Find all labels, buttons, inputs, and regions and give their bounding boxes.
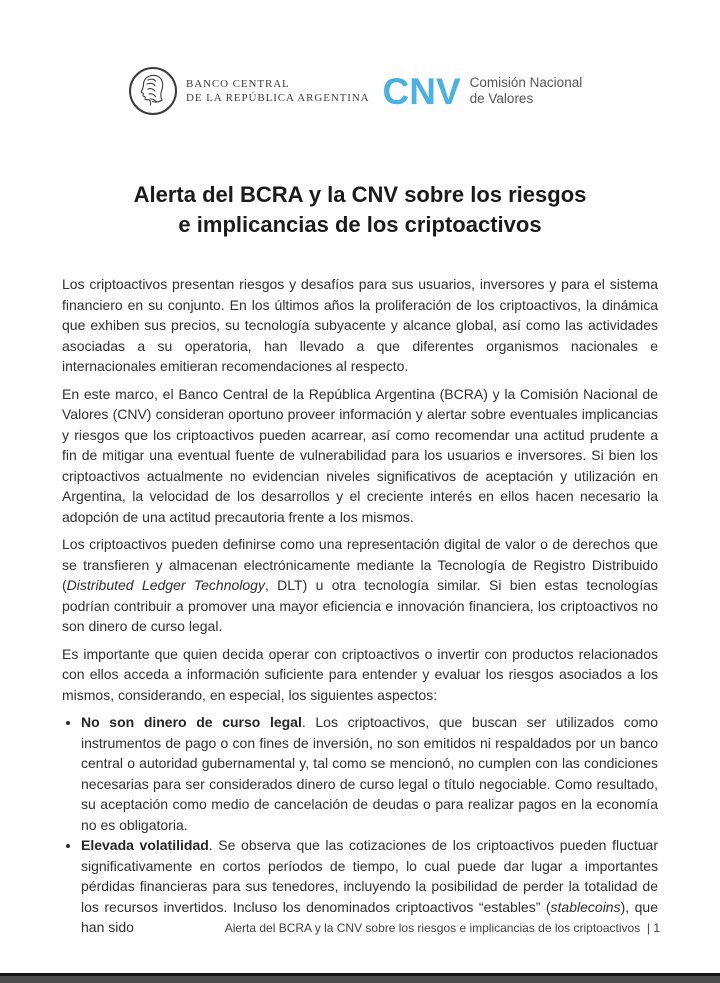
cnv-logo	[382, 70, 583, 112]
paragraph-definition-italic: Distributed Ledger Technology	[66, 577, 265, 593]
bcra-logo-text	[186, 77, 370, 105]
bcra-emblem-icon	[128, 66, 178, 116]
bcra-logo	[128, 66, 370, 116]
cnv-name-line1: Comisión Nacional	[469, 75, 583, 90]
cnv-name-line2: de Valores	[469, 91, 534, 106]
paragraph-definition-pre: Los criptoactivos pueden definirse como una representación digital de valor o de derechos que se transfieren y almacenan electrónicamente mediante la Tecnología de Registro Distribuido (	[62, 536, 658, 593]
page-bottom-edge	[0, 973, 720, 983]
bullet-volatility-pre: . Se observa que las cotizaciones de los criptoactivos pueden fluctuar significativamente en cortos períodos de tiempo, lo cual puede dar lugar a importantes pérdidas financieras para sus tenedores, incluyendo la posibilidad de perder la totalidad de los recursos invertidos. Incluso los denominados criptoactivos “estables” (	[81, 837, 658, 915]
paragraph-definition-post: , DLT) u otra tecnología similar. Si bien estas tecnologías podrían contribuir a promover una mayor eficiencia e innovación financiera, los criptoactivos no son dinero de curso legal.	[62, 577, 658, 634]
paragraph-bcra-cnv-warning: En este marco, el Banco Central de la República Argentina (BCRA) y la Comisión Nacional de Valores (CNV) consideran oportuno proveer información y alertar sobre eventuales implicancias y riesgos que los criptoactivos pueden acarrear, así como recomendar una actitud prudente a fin de mitigar una eventual fuente de vulnerabilidad para los usuarios e inversores. Si bien los criptoactivos actualmente no evidencian niveles significativos de aceptación y utilización en Argentina, la velocidad de los desarrollos y el creciente interés en ellos hacen necesario la adopción de una actitud precautoria frente a los mismos.	[62, 385, 658, 525]
page-footer	[225, 921, 660, 935]
risk-bullet-list	[62, 712, 658, 938]
document-header	[0, 0, 720, 118]
bullet-legal-tender-text: . Los criptoactivos, que buscan ser utilizados como instrumentos de pago o con fines de inversión, no son emitidos ni respaldados por un banco central o autoridad gubernamental y, tal como se mencionó, no cumplen con las condiciones necesarias para ser considerados dinero de curso legal o título negociable. Como resultado, su aceptación como medio de cancelación de deudas o para realizar pagos en la economía no es obligatoria.	[81, 714, 658, 833]
paragraph-aspects-intro: Es importante que quien decida operar con criptoactivos o invertir con productos relacionados con ellos acceda a información suficiente para entender y evaluar los riesgos asociados a los mismos, considerando, en especial, los siguientes aspectos:	[62, 645, 658, 703]
page-title-line2: e implicancias de los criptoactivos	[178, 212, 542, 237]
paragraph-intro-risks: Los criptoactivos presentan riesgos y desafíos para sus usuarios, inversores y para el sistema financiero en su conjunto. En los últimos años la proliferación de los criptoactivos, la dinámica que exhiben sus precios, su tecnología subyacente y alcance global, así como las actividades asociadas a su operatoria, han llevado a que diferentes organismos nacionales e internacionales emitieran recomendaciones al respecto.	[62, 276, 658, 374]
bullet-volatility-post: ), que han sido	[81, 898, 658, 935]
bullet-legal-tender-lead: No son dinero de curso legal	[81, 714, 302, 730]
document-body	[62, 274, 658, 938]
bullet-legal-tender	[81, 712, 658, 835]
bcra-name-line2: DE LA REPÚBLICA ARGENTINA	[186, 92, 370, 104]
bullet-volatility-italic: stablecoins	[550, 898, 621, 915]
bcra-name-line1: BANCO CENTRAL	[186, 78, 290, 90]
paragraph-definition	[62, 534, 658, 637]
footer-text: Alerta del BCRA y la CNV sobre los riesgos e implicancias de los criptoactivos | 1	[224, 921, 660, 935]
page-title	[40, 180, 680, 240]
bullet-volatility-lead: Elevada volatilidad	[81, 837, 209, 853]
cnv-wordmark: CNV	[382, 70, 461, 112]
page-title-line1: Alerta del BCRA y la CNV sobre los riesgos	[133, 182, 587, 207]
cnv-logo-text	[470, 75, 583, 107]
